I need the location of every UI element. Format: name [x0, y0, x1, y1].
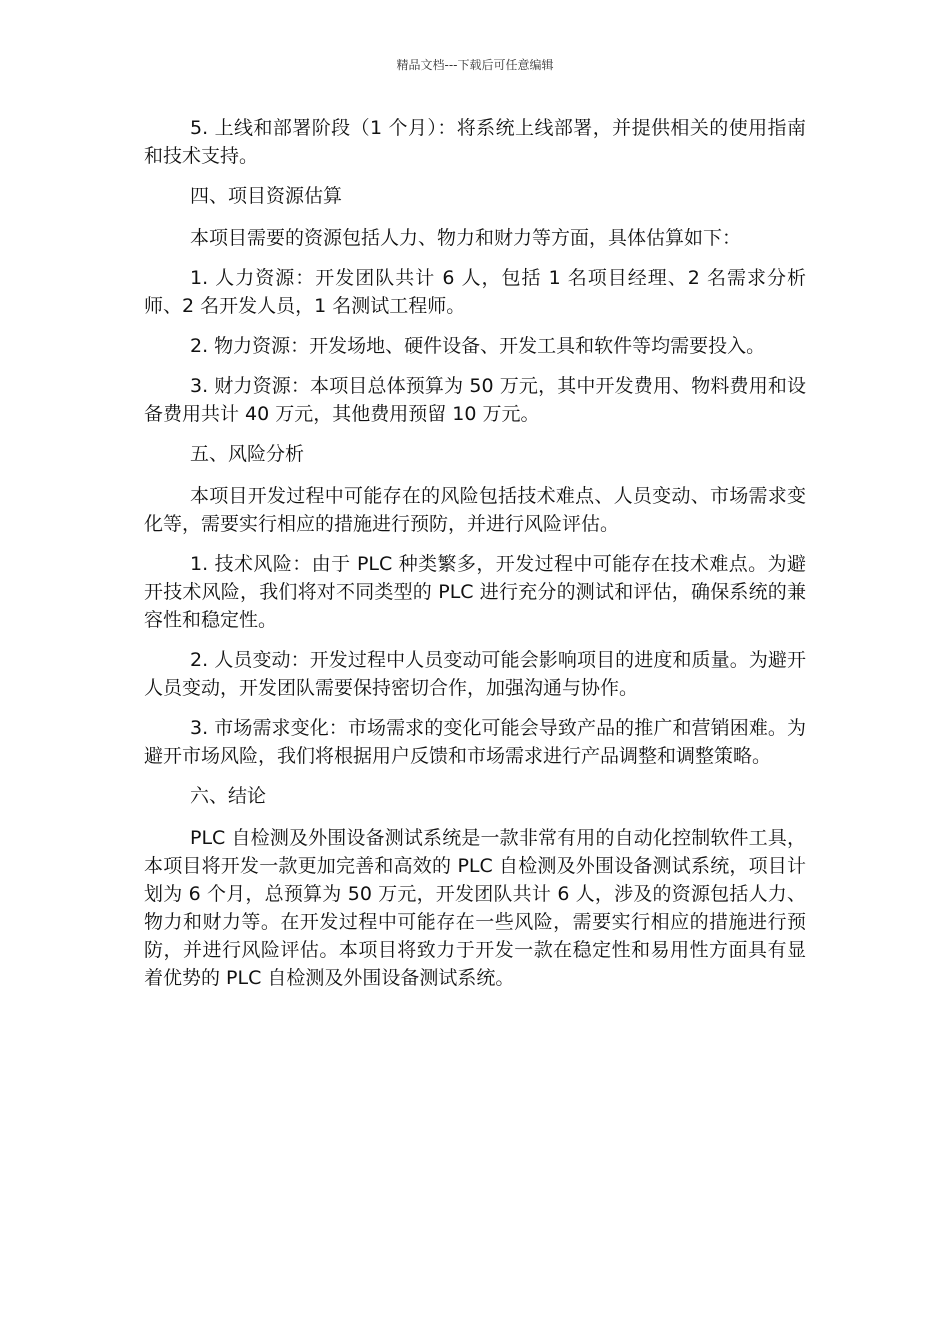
- paragraph-risk-intro: 本项目开发过程中可能存在的风险包括技术难点、人员变动、市场需求变化等，需要实行相应的措施进行预防，并进行风险评估。: [144, 485, 806, 535]
- section-heading-conclusion: 六、结论: [190, 785, 267, 807]
- paragraph-conclusion: PLC 自检测及外围设备测试系统是一款非常有用的自动化控制软件工具，本项目将开发一款更加完善和高效的 PLC 自检测及外围设备测试系统，项目计划为 6 个月，总预算为 50 万元，开发团队共计 6 人，涉及的资源包括人力、物力和财力等。在开发过程中可能存在一些风险，需要实行相应的措施进行预防，并进行风险评估。本项目将致力于开发一款在稳定性和易用性方面具有显着优势的 PLC 自检测及外围设备测试系统。: [144, 827, 806, 989]
- paragraph-personnel-risk: 2. 人员变动：开发过程中人员变动可能会影响项目的进度和质量。为避开人员变动，开发团队需要保持密切合作，加强沟通与协作。: [144, 649, 806, 699]
- paragraph-market-risk: 3. 市场需求变化：市场需求的变化可能会导致产品的推广和营销困难。为避开市场风险，我们将根据用户反馈和市场需求进行产品调整和调整策略。: [144, 717, 806, 767]
- paragraph-human-resources: 1. 人力资源：开发团队共计 6 人，包括 1 名项目经理、2 名需求分析师、2 名开发人员，1 名测试工程师。: [144, 267, 806, 317]
- paragraph-technical-risk: 1. 技术风险：由于 PLC 种类繁多，开发过程中可能存在技术难点。为避开技术风险，我们将对不同类型的 PLC 进行充分的测试和评估，确保系统的兼容性和稳定性。: [144, 553, 806, 631]
- paragraph-material-resources: 2. 物力资源：开发场地、硬件设备、开发工具和软件等均需要投入。: [190, 335, 766, 357]
- section-heading-risk-analysis: 五、风险分析: [190, 443, 305, 465]
- page-header: 精品文档---下载后可任意编辑: [396, 58, 554, 72]
- paragraph-financial-resources: 3. 财力资源：本项目总体预算为 50 万元，其中开发费用、物料费用和设备费用共计 40 万元，其他费用预留 10 万元。: [144, 375, 806, 425]
- section-heading-resource-estimate: 四、项目资源估算: [190, 185, 343, 207]
- document-body: [144, 114, 806, 1004]
- paragraph-deployment-phase: 5. 上线和部署阶段（1 个月）：将系统上线部署，并提供相关的使用指南和技术支持。: [144, 117, 806, 167]
- paragraph-resource-intro: 本项目需要的资源包括人力、物力和财力等方面，具体估算如下：: [190, 227, 742, 249]
